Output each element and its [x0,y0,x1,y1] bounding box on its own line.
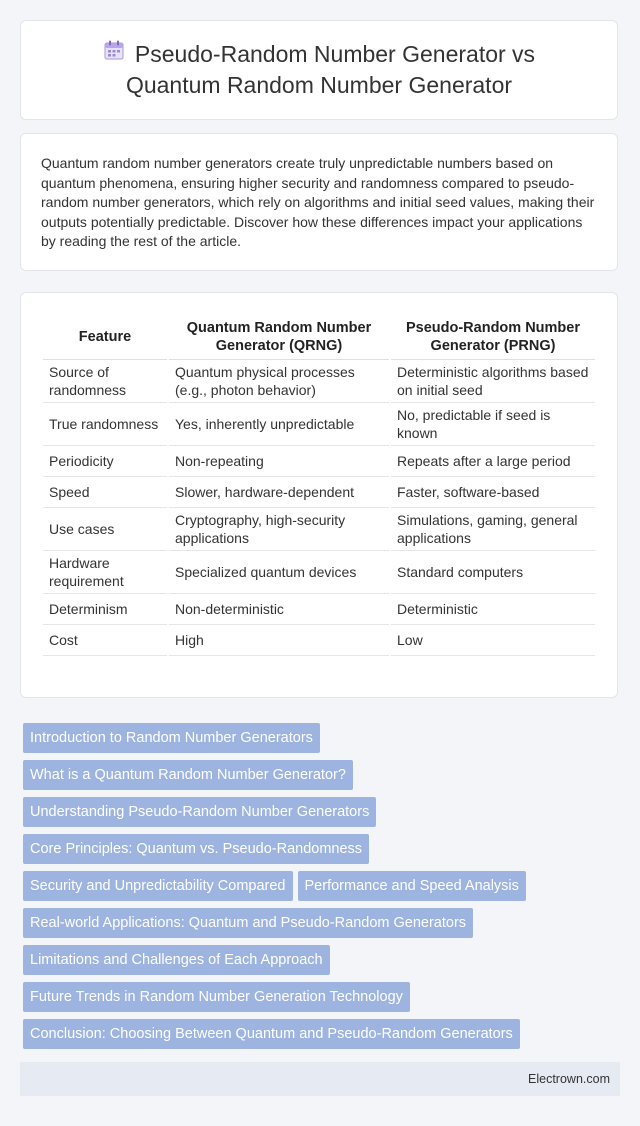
table-cell: High [169,625,389,656]
title-line-1: Pseudo-Random Number Generator vs [134,41,536,68]
table-cell: Yes, inherently unpredictable [169,403,389,446]
table-row [43,508,595,551]
table-row [43,594,595,625]
table-cell: Cost [43,625,167,656]
table-cell: Quantum physical processes (e.g., photon behavior) [169,360,389,403]
table-row [43,551,595,594]
table-cell: Slower, hardware-dependent [169,477,389,508]
toc-link-conclusion[interactable]: Conclusion: Choosing Between Quantum and Pseudo-Random Generators [23,1019,520,1049]
intro-paragraph: Quantum random number generators create truly unpredictable numbers based on quantum phenomena, ensuring higher security and randomness compared to pseudo-random number generators, which rely on algorithms and initial seed values, making their outputs potentially predictable. Discover how these differences impact your applications by reading the rest of the article. [41,155,595,249]
header-feature: Feature [43,313,167,360]
toc-links [23,723,603,1056]
toc-link-introduction[interactable]: Introduction to Random Number Generators [23,723,320,753]
comparison-table [41,313,597,656]
table-cell: Deterministic algorithms based on initial seed [391,360,595,403]
footer [20,1062,620,1096]
header-prng: Pseudo-Random Number Generator (PRNG) [391,313,595,360]
title-line-2: Quantum Random Number Generator [125,71,513,98]
table-cell: Deterministic [391,594,595,625]
table-cell: Specialized quantum devices [169,551,389,594]
title-card [20,20,618,120]
toc-link-limitations[interactable]: Limitations and Challenges of Each Approach [23,945,330,975]
table-cell: Periodicity [43,446,167,477]
table-cell: Determinism [43,594,167,625]
toc-link-what-is-qrng[interactable]: What is a Quantum Random Number Generator? [23,760,353,790]
table-row [43,403,595,446]
table-row [43,446,595,477]
toc-link-applications[interactable]: Real-world Applications: Quantum and Pseudo-Random Generators [23,908,473,938]
table-cell: Hardware requirement [43,551,167,594]
toc-link-future-trends[interactable]: Future Trends in Random Number Generation Technology [23,982,410,1012]
intro-card [20,133,618,271]
table-cell: Standard computers [391,551,595,594]
table-cell: Repeats after a large period [391,446,595,477]
toc-link-understanding-prng[interactable]: Understanding Pseudo-Random Number Generators [23,797,376,827]
footer-site-name: Electrown.com [528,1072,610,1086]
table-row [43,625,595,656]
table-cell: Source of randomness [43,360,167,403]
toc-link-security[interactable]: Security and Unpredictability Compared [23,871,293,901]
page-title [103,40,535,99]
toc-link-core-principles[interactable]: Core Principles: Quantum vs. Pseudo-Randomness [23,834,369,864]
table-cell: Speed [43,477,167,508]
table-cell: Faster, software-based [391,477,595,508]
table-cell: Cryptography, high-security applications [169,508,389,551]
calendar-icon [103,39,125,68]
table-header-row [43,313,595,360]
table-cell: Simulations, gaming, general applications [391,508,595,551]
table-row [43,360,595,403]
table-cell: True randomness [43,403,167,446]
table-cell: Low [391,625,595,656]
table-cell: Non-deterministic [169,594,389,625]
table-row [43,477,595,508]
comparison-table-card [20,292,618,698]
table-cell: No, predictable if seed is known [391,403,595,446]
toc-link-performance[interactable]: Performance and Speed Analysis [298,871,526,901]
table-cell: Non-repeating [169,446,389,477]
table-cell: Use cases [43,508,167,551]
header-qrng: Quantum Random Number Generator (QRNG) [169,313,389,360]
